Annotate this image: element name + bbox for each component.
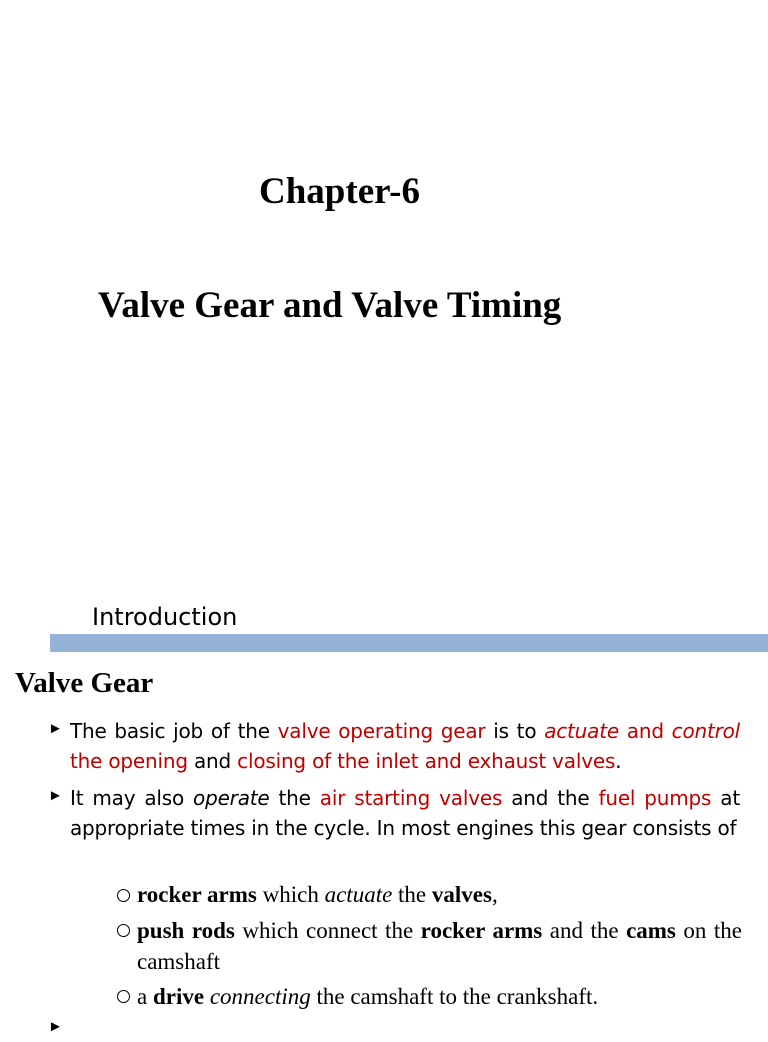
- bullet-paragraph-2: [70, 783, 740, 843]
- text: the camshaft to the crankshaft.: [310, 984, 599, 1009]
- bullet-paragraph-1: [70, 716, 740, 776]
- bold-text: drive: [152, 984, 205, 1009]
- highlight-text: and: [618, 719, 672, 743]
- circle-outline-icon: [117, 924, 130, 937]
- highlight-text: valve operating gear: [277, 719, 486, 743]
- text: The basic job of the: [70, 719, 278, 743]
- circle-outline-icon: [117, 990, 130, 1003]
- text: which connect the: [234, 918, 421, 943]
- triangle-right-icon: ►: [48, 788, 63, 804]
- text: is to: [485, 719, 545, 743]
- circle-outline-icon: [117, 889, 130, 902]
- text: ,: [491, 882, 498, 907]
- text: on the camshaft: [137, 918, 742, 974]
- triangle-right-icon: ►: [48, 1019, 63, 1035]
- text: and the: [502, 786, 599, 810]
- highlight-text: air starting valves: [319, 786, 503, 810]
- text: at appropriate times in the cycle. In most engines this gear consists of: [70, 786, 740, 840]
- intro-divider-bar: [50, 634, 768, 652]
- bold-text: cams: [626, 918, 676, 943]
- text: and: [187, 749, 238, 773]
- text: the: [269, 786, 320, 810]
- emphasis-text: connecting: [209, 984, 311, 1009]
- emphasis-text: operate: [193, 786, 270, 810]
- text: .: [615, 749, 622, 773]
- section-heading: Valve Gear: [15, 667, 154, 699]
- page-title: Valve Gear and Valve Timing: [98, 285, 562, 326]
- text: which: [256, 882, 325, 907]
- triangle-right-icon: ►: [48, 721, 63, 737]
- sub-item-push-rods: [137, 915, 742, 977]
- text: a: [137, 984, 153, 1009]
- highlight-text: closing of the inlet and exhaust valves: [237, 749, 616, 773]
- sub-item-rocker-arms: [137, 879, 742, 910]
- emphasis-text: control: [671, 719, 741, 743]
- sub-item-drive: [137, 981, 742, 1012]
- text: It may also: [70, 786, 194, 810]
- bold-text: valves: [431, 882, 492, 907]
- highlight-text: the opening: [70, 749, 188, 773]
- emphasis-text: actuate: [324, 882, 393, 907]
- text: the: [392, 882, 432, 907]
- chapter-heading: Chapter-6: [259, 171, 420, 212]
- intro-label: Introduction: [92, 603, 238, 631]
- bold-text: rocker arms: [420, 918, 543, 943]
- text: and the: [542, 918, 627, 943]
- highlight-text: fuel pumps: [598, 786, 712, 810]
- bold-text: rocker arms: [137, 882, 257, 907]
- emphasis-text: actuate: [544, 719, 619, 743]
- bold-text: push rods: [137, 918, 235, 943]
